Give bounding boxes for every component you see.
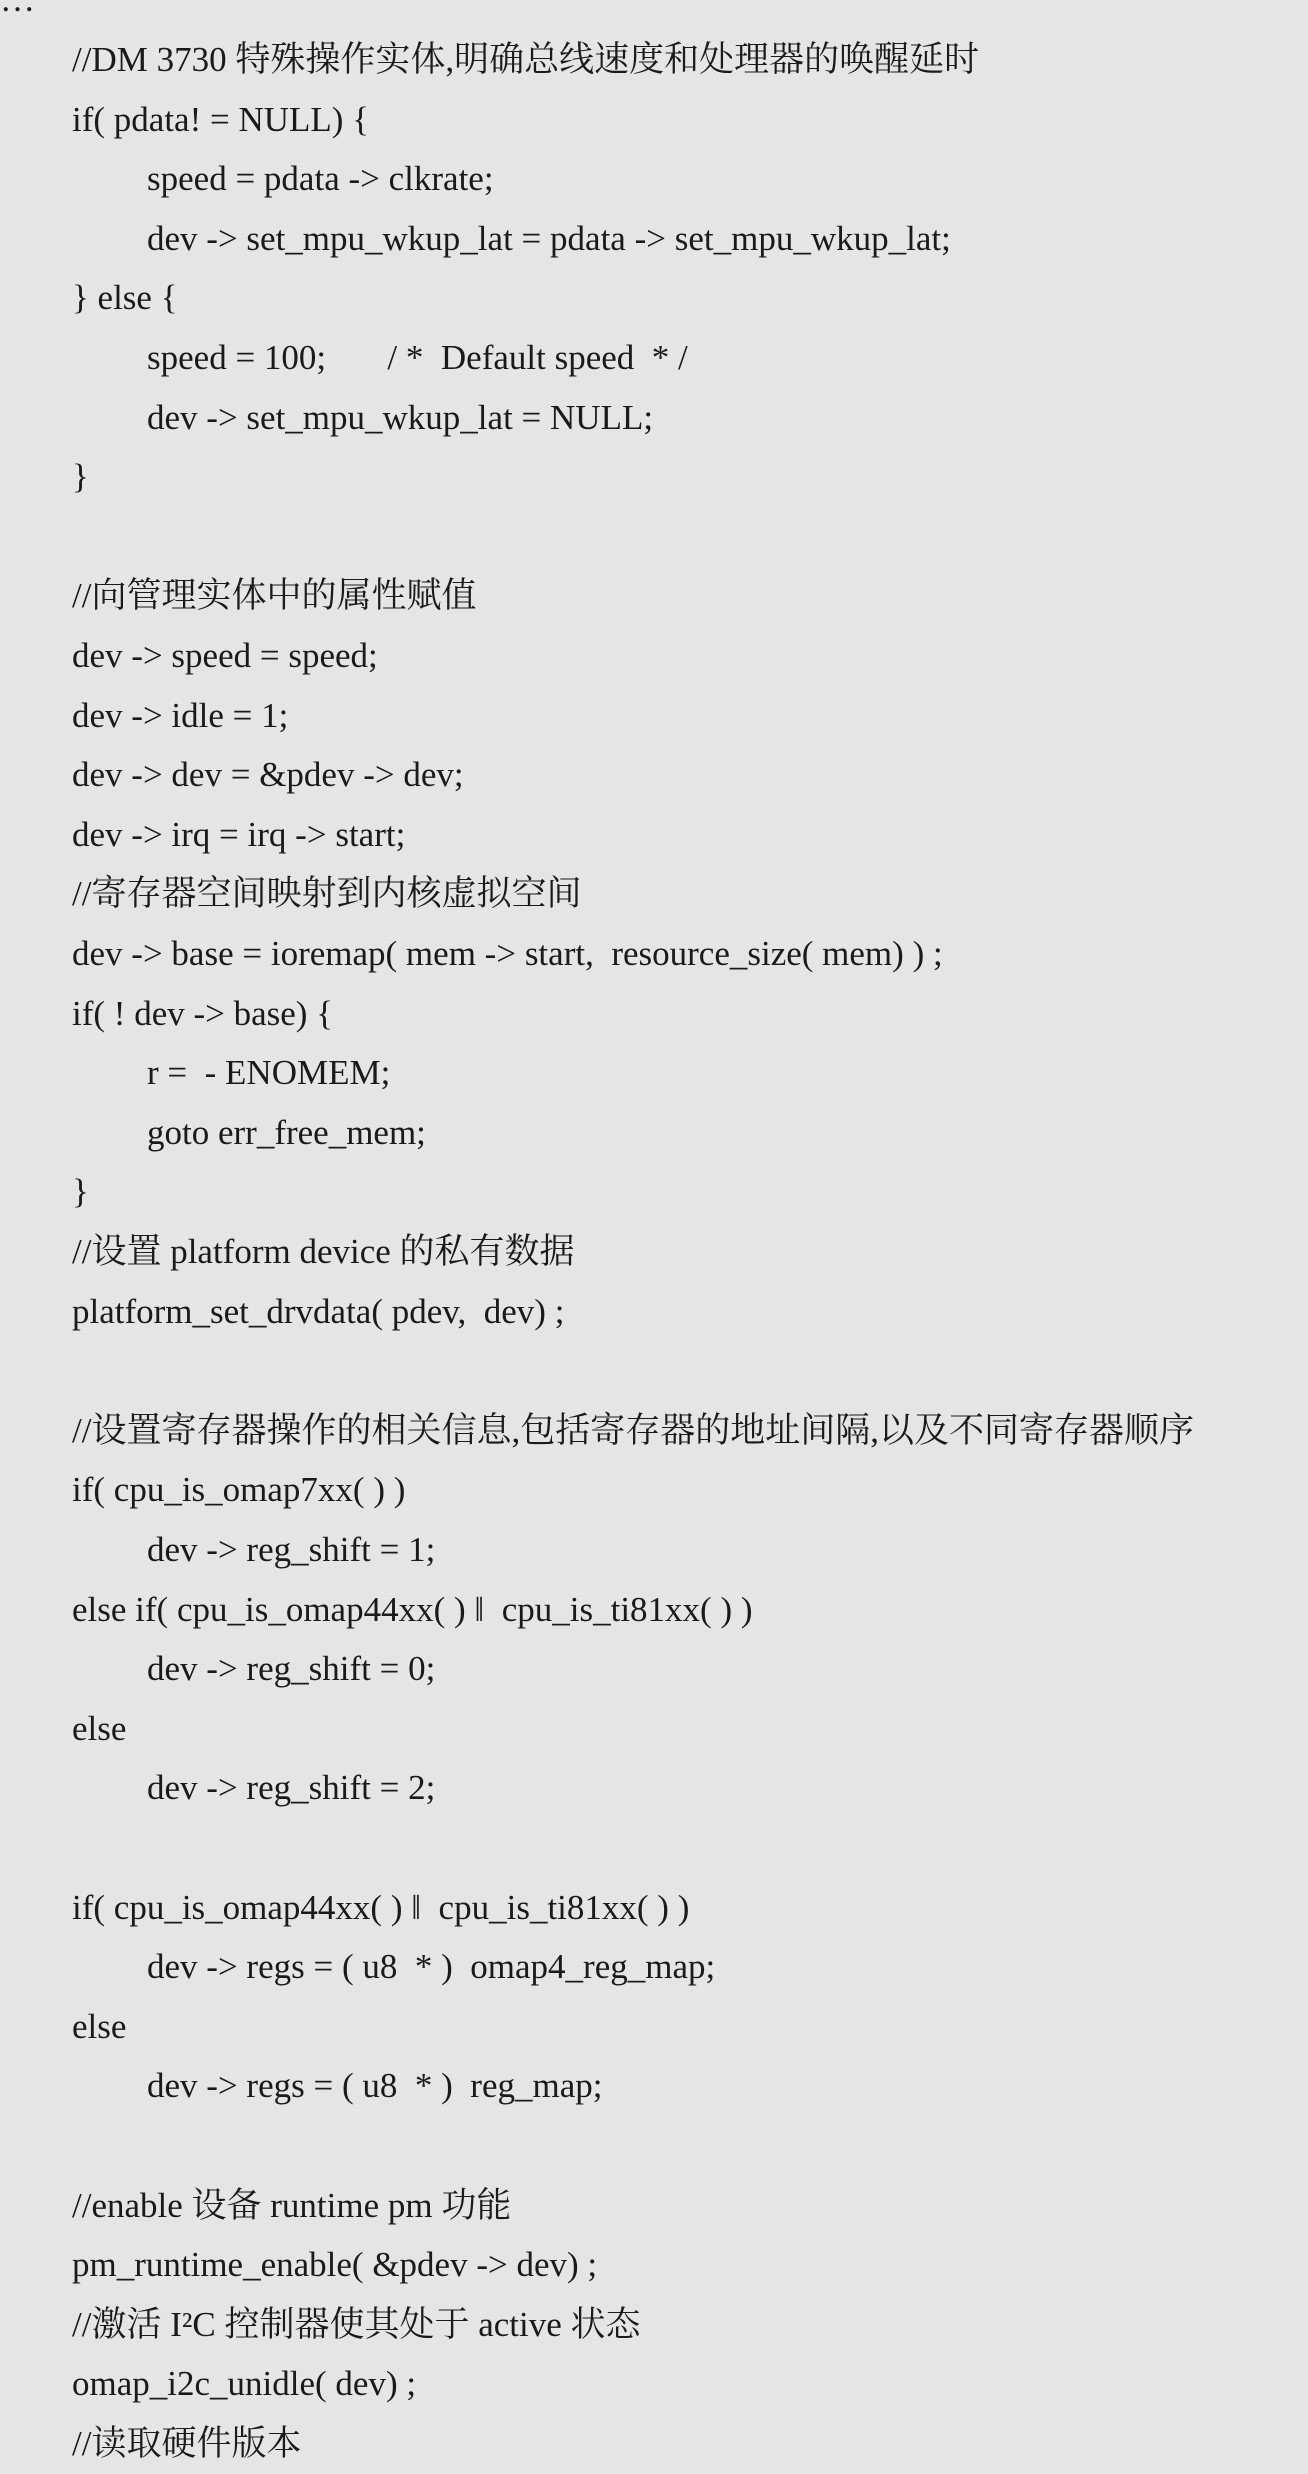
code-line: if( ! dev -> base) { xyxy=(72,993,334,1033)
code-line: r = - ENOMEM; xyxy=(147,1053,391,1093)
code-line: else if( cpu_is_omap44xx( ) ‖ cpu_is_ti81xx( ) ) xyxy=(72,1589,753,1629)
code-comment: //enable 设备 runtime pm 功能 xyxy=(72,2185,512,2225)
code-line: omap_i2c_unidle( dev) ; xyxy=(72,2364,417,2404)
code-comment: //向管理实体中的属性赋值 xyxy=(72,576,477,616)
code-line: if( cpu_is_omap44xx( ) ‖ cpu_is_ti81xx( ) ) xyxy=(72,1887,690,1927)
code-line: if( cpu_is_omap7xx( ) ) xyxy=(72,1470,406,1510)
code-comment: //设置寄存器操作的相关信息,包括寄存器的地址间隔,以及不同寄存器顺序 xyxy=(72,1410,1194,1450)
code-line: if( pdata! = NULL) { xyxy=(72,99,369,139)
code-line: platform_set_drvdata( pdev, dev) ; xyxy=(72,1291,565,1331)
code-line: dev -> base = ioremap( mem -> start, resource_size( mem) ) ; xyxy=(72,934,943,973)
code-line: dev -> speed = speed; xyxy=(72,636,378,675)
code-comment: //激活 I²C 控制器使其处于 active 状态 xyxy=(72,2304,641,2344)
code-line: dev -> set_mpu_wkup_lat = NULL; xyxy=(147,397,654,437)
code-line: dev -> irq = irq -> start; xyxy=(72,814,406,854)
code-line: dev -> set_mpu_wkup_lat = pdata -> set_mpu_wkup_lat; xyxy=(147,218,951,258)
code-line: dev -> regs = ( u8 * ) omap4_reg_map; xyxy=(147,1947,716,1987)
code-comment: //设置 platform device 的私有数据 xyxy=(72,1232,575,1271)
code-line: dev -> regs = ( u8 * ) reg_map; xyxy=(147,2066,603,2106)
code-line: goto err_free_mem; xyxy=(147,1112,426,1152)
code-line: } xyxy=(72,1172,89,1212)
code-comment: //寄存器空间映射到内核虚拟空间 xyxy=(72,874,582,914)
code-comment: //DM 3730 特殊操作实体,明确总线速度和处理器的唤醒延时 xyxy=(72,40,980,79)
ellipsis-marker xyxy=(0,0,35,30)
code-line: else xyxy=(72,1708,127,1748)
code-line: speed = pdata -> clkrate; xyxy=(147,159,494,199)
code-line: dev -> idle = 1; xyxy=(72,695,289,735)
code-line: else xyxy=(72,2006,127,2046)
code-line: pm_runtime_enable( &pdev -> dev) ; xyxy=(72,2245,598,2285)
code-line: dev -> reg_shift = 1; xyxy=(147,1530,436,1569)
code-line: } xyxy=(72,457,89,497)
code-line: dev -> reg_shift = 0; xyxy=(147,1649,436,1689)
code-line: speed = 100; / * Default speed * / xyxy=(147,338,688,377)
code-line: dev -> reg_shift = 2; xyxy=(147,1768,436,1808)
code-line: } else { xyxy=(72,278,178,318)
code-comment: //读取硬件版本 xyxy=(72,2424,302,2463)
code-line: dev -> dev = &pdev -> dev; xyxy=(72,755,464,795)
